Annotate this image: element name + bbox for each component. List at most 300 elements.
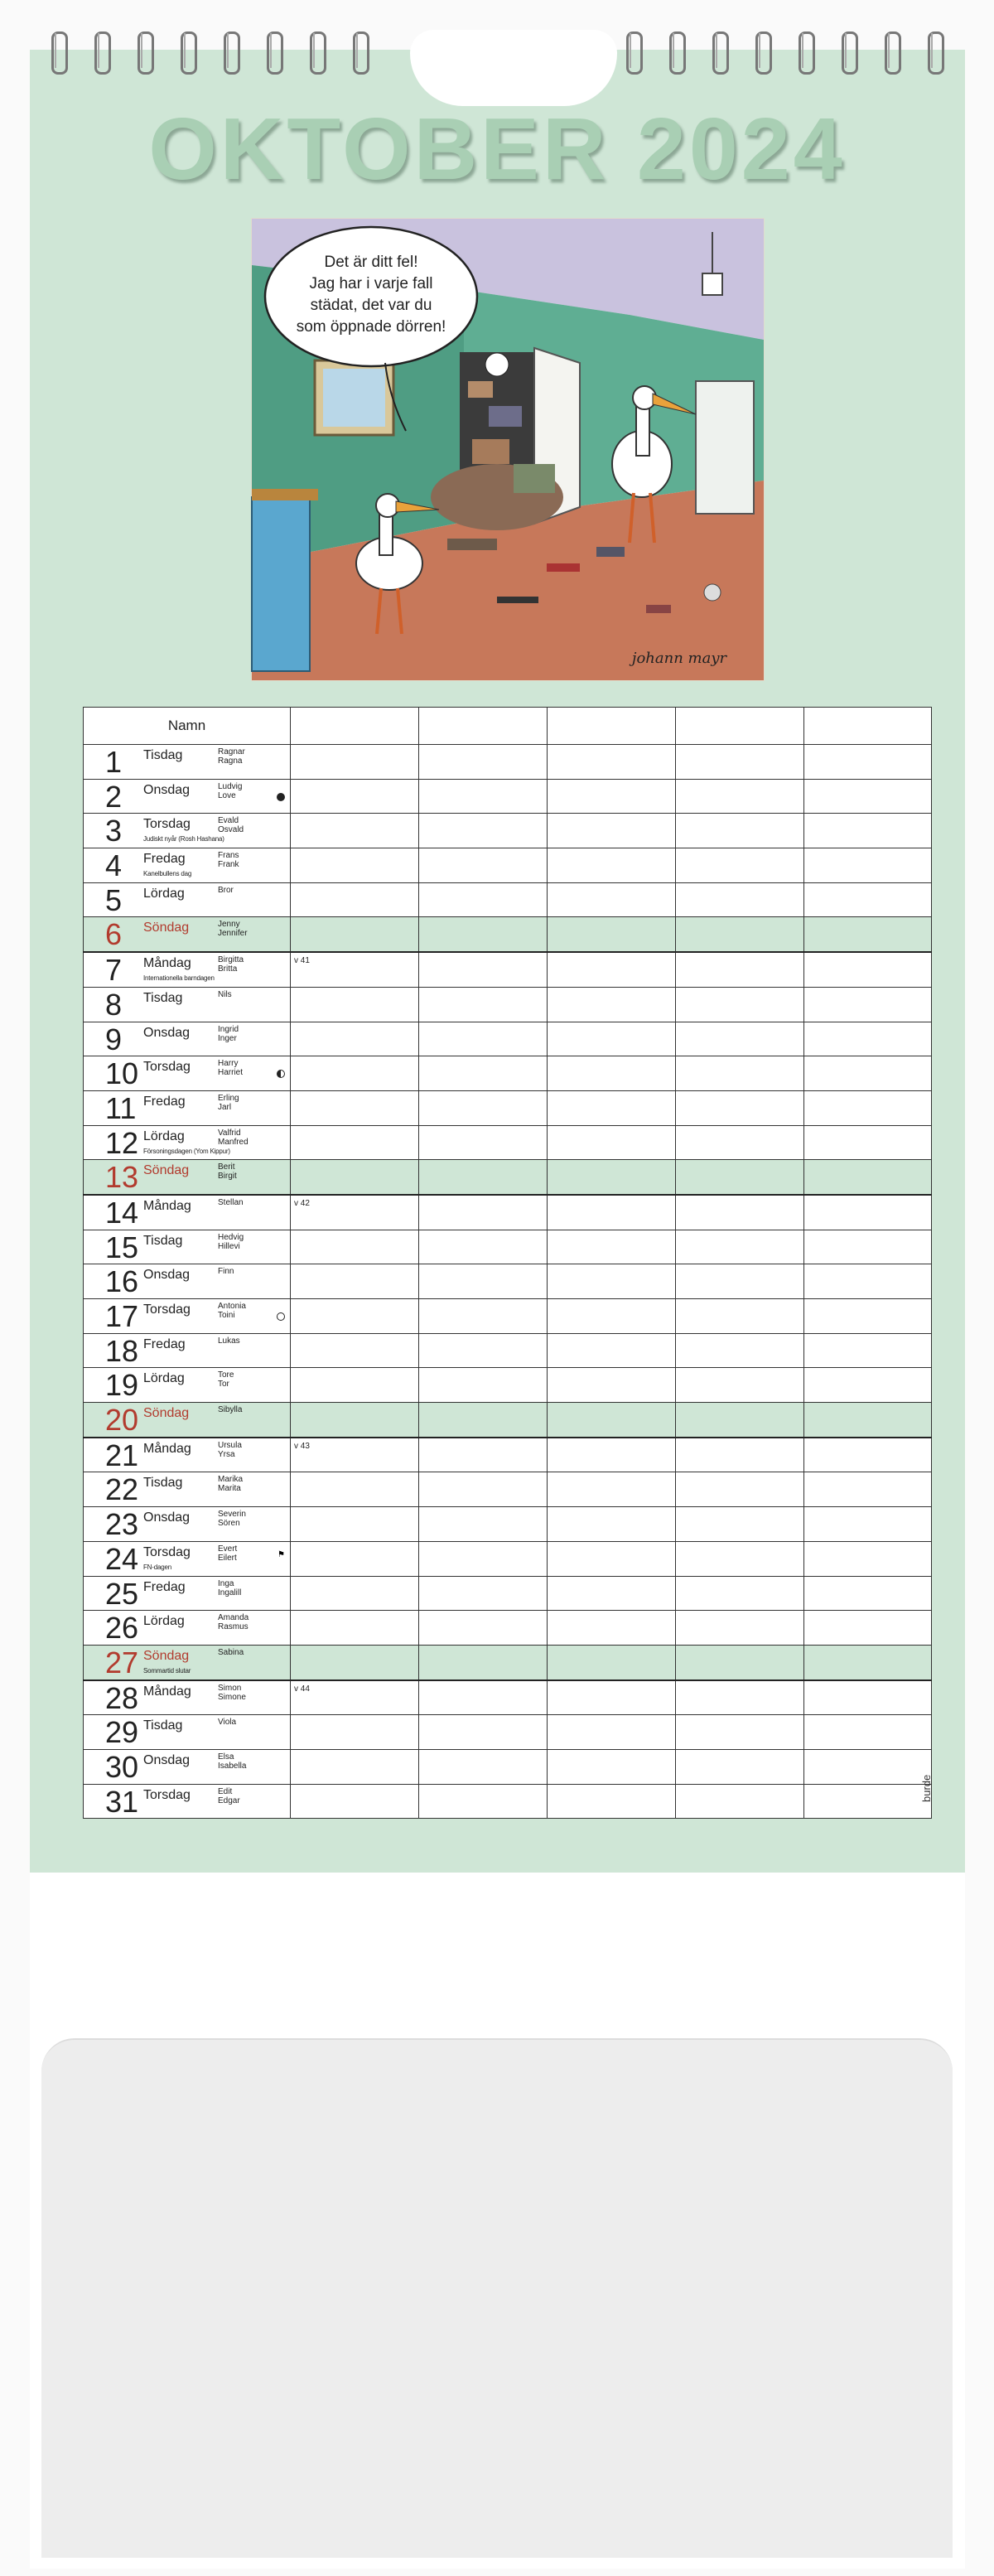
weekday-label: Torsdag [143,1787,191,1802]
name-day: Eilert [218,1553,237,1563]
day-label-cell [84,1472,291,1507]
picture-sky [323,369,385,427]
spiral-ring [794,31,816,73]
entry-cell[interactable] [548,1368,676,1403]
weekday-label: Fredag [143,1336,186,1351]
day-row [84,1472,932,1507]
entry-cell[interactable] [548,1438,676,1472]
day-label-cell [84,1680,291,1715]
day-number: 21 [105,1438,139,1472]
entry-cell[interactable] [804,1507,932,1542]
entry-cell[interactable] [419,1507,548,1542]
name-day-list [218,816,244,834]
name-column-5[interactable] [804,708,932,745]
day-number: 10 [105,1056,139,1091]
entry-cell[interactable] [419,1784,548,1819]
spiral-ring [708,31,730,73]
entry-cell[interactable] [804,779,932,814]
entry-cell[interactable] [676,1264,804,1299]
entry-cell[interactable] [419,1715,548,1750]
entry-cell[interactable] [419,1680,548,1715]
name-day: Jennifer [218,929,248,939]
entry-cell[interactable] [419,1022,548,1056]
entry-cell[interactable] [419,1749,548,1784]
entry-cell[interactable] [291,1333,419,1368]
entry-cell[interactable] [804,1611,932,1646]
weekday-label: Tisdag [143,990,183,1005]
name-column-4[interactable] [676,708,804,745]
name-day-list [218,1684,246,1702]
entry-cell[interactable] [291,1125,419,1160]
entry-cell[interactable] [676,1022,804,1056]
day-label-cell [84,1645,291,1679]
day-number: 30 [105,1749,139,1784]
entry-cell[interactable] [676,1715,804,1750]
entry-cell[interactable] [291,1022,419,1056]
name-day: Frans [218,851,239,861]
entry-cell[interactable] [548,1576,676,1611]
entry-cell[interactable] [419,1195,548,1230]
brand-label: burde [920,1774,933,1802]
name-day-list [218,747,245,766]
entry-cell[interactable] [804,952,932,987]
weekday-label: Torsdag [143,1302,191,1317]
day-label-cell [84,1125,291,1160]
day-row [84,1784,932,1819]
day-number: 28 [105,1680,139,1715]
entry-cell[interactable] [419,1403,548,1438]
entry-cell[interactable] [419,745,548,780]
day-row [84,1576,932,1611]
flag-day-icon: ⚑ [277,1549,285,1559]
entry-cell[interactable] [804,917,932,952]
entry-cell[interactable] [676,1368,804,1403]
entry-cell[interactable] [804,1299,932,1334]
entry-cell[interactable] [548,1472,676,1507]
entry-cell[interactable] [419,1576,548,1611]
entry-cell[interactable] [419,1090,548,1125]
entry-cell[interactable] [676,1645,804,1679]
name-day: Nils [218,989,232,999]
day-row [84,917,932,952]
entry-cell[interactable] [419,1645,548,1679]
entry-cell[interactable] [291,1299,419,1334]
weekday-label: Söndag [143,921,190,935]
entry-cell[interactable] [804,1195,932,1230]
entry-cell[interactable] [804,1715,932,1750]
name-day: Harriet [218,1068,244,1078]
entry-cell[interactable] [419,1333,548,1368]
entry-cell[interactable] [548,1403,676,1438]
weekday-label: Tisdag [143,1718,183,1733]
day-row [84,1022,932,1056]
entry-cell[interactable] [291,987,419,1022]
speech-line-2: Jag har i varje fall [309,275,433,292]
name-day: Evert [218,1544,238,1554]
weekday-label: Lördag [143,1371,185,1386]
entry-cell[interactable] [804,1784,932,1819]
entry-cell[interactable] [676,1125,804,1160]
weekday-label: Måndag [143,956,191,971]
entry-cell[interactable] [676,1472,804,1507]
name-day: Inger [218,1033,237,1043]
weekday-label: Lördag [143,1614,185,1629]
spiral-ring [665,31,687,73]
week-number: v 42 [294,1198,310,1208]
day-row [84,1749,932,1784]
entry-cell[interactable] [804,1576,932,1611]
day-number: 27 [105,1645,139,1679]
entry-cell[interactable] [291,1749,419,1784]
speech-line-3: städat, det var du [310,297,432,314]
entry-cell[interactable] [676,882,804,917]
entry-cell[interactable] [291,1507,419,1542]
entry-cell[interactable] [804,1056,932,1091]
entry-cell[interactable] [804,1333,932,1368]
day-number: 26 [105,1611,139,1646]
day-row [84,1611,932,1646]
name-day-list [218,1405,242,1414]
entry-cell[interactable] [291,1576,419,1611]
entry-cell[interactable] [548,745,676,780]
day-label-cell [84,1056,291,1091]
entry-cell[interactable] [548,1264,676,1299]
speech-line-1: Det är ditt fel! [324,254,418,271]
entry-cell[interactable] [676,1438,804,1472]
day-label-cell [84,1749,291,1784]
name-day: Harry [218,1059,239,1069]
name-day: Ingalill [218,1588,242,1597]
name-day-list [218,1094,239,1112]
spiral-ring [837,31,859,73]
entry-cell[interactable] [291,1230,419,1264]
name-day-list [218,1718,236,1727]
entry-cell[interactable] [804,882,932,917]
day-number: 9 [105,1022,123,1056]
spiral-ring [349,31,370,73]
entry-cell[interactable] [548,1022,676,1056]
day-row [84,1715,932,1750]
entry-cell[interactable] [291,1195,419,1230]
entry-cell[interactable] [548,1715,676,1750]
entry-cell[interactable] [419,1438,548,1472]
entry-cell[interactable] [676,917,804,952]
speech-line-4: som öppnade dörren! [296,318,446,336]
entry-cell[interactable] [676,1541,804,1576]
entry-cell[interactable] [291,952,419,987]
entry-cell[interactable] [804,814,932,848]
entry-cell[interactable] [548,1541,676,1576]
day-label-cell [84,1541,291,1576]
entry-cell[interactable] [676,1749,804,1784]
entry-cell[interactable] [676,1333,804,1368]
day-number: 13 [105,1160,139,1195]
weekday-label: Torsdag [143,817,191,832]
weekday-label: Onsdag [143,1752,191,1767]
name-day: Erling [218,1093,239,1103]
entry-cell[interactable] [548,1611,676,1646]
entry-cell[interactable] [291,1368,419,1403]
entry-cell[interactable] [291,1056,419,1091]
entry-cell[interactable] [676,1784,804,1819]
entry-cell[interactable] [804,987,932,1022]
name-day: Sören [218,1519,240,1529]
month-title: OKTOBER 2024 [148,100,846,198]
day-row [84,1230,932,1264]
name-day-list [218,1129,248,1147]
entry-cell[interactable] [291,1438,419,1472]
entry-cell[interactable] [676,814,804,848]
name-day-list [218,1648,244,1657]
weekday-label: Måndag [143,1441,191,1456]
entry-cell[interactable] [419,917,548,952]
entry-cell[interactable] [548,1195,676,1230]
entry-cell[interactable] [548,779,676,814]
entry-cell[interactable] [548,1680,676,1715]
entry-cell[interactable] [676,1576,804,1611]
day-row [84,814,932,848]
day-row [84,1333,932,1368]
name-day: Birgit [218,1172,237,1182]
spiral-ring [306,31,327,73]
name-day: Jenny [218,920,240,930]
entry-cell[interactable] [548,1160,676,1195]
day-label-cell [84,1299,291,1334]
entry-cell[interactable] [419,848,548,883]
entry-cell[interactable] [676,987,804,1022]
day-number: 20 [105,1403,139,1438]
entry-cell[interactable] [676,848,804,883]
entry-cell[interactable] [548,814,676,848]
name-day: Valfrid [218,1128,241,1138]
name-day: Tore [218,1370,234,1380]
name-day: Berit [218,1162,235,1172]
cartoon-illustration [248,215,767,684]
entry-cell[interactable] [804,1264,932,1299]
entry-cell[interactable] [419,1299,548,1334]
entry-cell[interactable] [676,1299,804,1334]
name-column-2[interactable] [419,708,548,745]
entry-cell[interactable] [419,1368,548,1403]
week-number: v 41 [294,956,310,966]
entry-cell[interactable] [419,882,548,917]
name-day-list [218,1233,244,1251]
entry-cell[interactable] [291,1645,419,1679]
name-day-list [218,1162,237,1181]
name-day: Isabella [218,1761,247,1771]
entry-cell[interactable] [804,1022,932,1056]
entry-cell[interactable] [548,987,676,1022]
name-column-3[interactable] [548,708,676,745]
entry-cell[interactable] [548,848,676,883]
entry-cell[interactable] [548,1125,676,1160]
entry-cell[interactable] [548,1299,676,1334]
entry-cell[interactable] [419,1472,548,1507]
entry-cell[interactable] [291,1611,419,1646]
day-row [84,1090,932,1125]
weekday-label: Fredag [143,1579,186,1594]
entry-cell[interactable] [419,1125,548,1160]
entry-cell[interactable] [676,952,804,987]
entry-cell[interactable] [291,1680,419,1715]
day-row [84,1645,932,1679]
entry-cell[interactable] [548,952,676,987]
day-number: 11 [105,1090,137,1125]
entry-cell[interactable] [548,917,676,952]
entry-cell[interactable] [548,1784,676,1819]
day-label-cell [84,745,291,780]
weekday-label: Lördag [143,1129,185,1143]
name-day-list [218,1336,240,1346]
entry-cell[interactable] [804,1230,932,1264]
entry-cell[interactable] [419,1611,548,1646]
entry-cell[interactable] [291,814,419,848]
weekday-label: Onsdag [143,1510,191,1525]
entry-cell[interactable] [419,1230,548,1264]
day-number: 15 [105,1230,139,1264]
entry-cell[interactable] [804,1403,932,1438]
name-day: Birgitta [218,955,244,965]
weekday-label: Torsdag [143,1060,191,1075]
entry-cell[interactable] [548,1090,676,1125]
entry-cell[interactable] [676,1230,804,1264]
weekday-label: Måndag [143,1684,191,1699]
day-number: 25 [105,1576,139,1611]
name-header: Namn [84,708,291,745]
day-number: 17 [105,1299,139,1333]
entry-cell[interactable] [291,1264,419,1299]
entry-cell[interactable] [676,1056,804,1091]
holiday-note: Kanelbullens dag [143,870,192,878]
day-number: 5 [105,882,123,917]
entry-cell[interactable] [676,1195,804,1230]
entry-cell[interactable] [804,745,932,780]
entry-cell[interactable] [291,1472,419,1507]
spiral-ring [622,31,644,73]
name-day: Simone [218,1692,246,1702]
blue-cabinet [252,497,310,671]
name-day: Inga [218,1578,234,1588]
name-day-list [218,1579,241,1597]
day-number: 4 [105,848,123,883]
weekday-label: Onsdag [143,782,191,797]
day-rows [84,745,932,1819]
entry-cell[interactable] [548,1645,676,1679]
name-column-1[interactable] [291,708,419,745]
name-day: Britta [218,964,238,974]
entry-cell[interactable] [804,848,932,883]
entry-cell[interactable] [676,779,804,814]
day-label-cell [84,952,291,987]
week-number: v 43 [294,1441,310,1451]
entry-cell[interactable] [291,745,419,780]
entry-cell[interactable] [291,917,419,952]
entry-cell[interactable] [804,1680,932,1715]
entry-cell[interactable] [291,1090,419,1125]
weekday-label: Onsdag [143,1268,191,1283]
day-label-cell [84,848,291,883]
entry-cell[interactable] [676,1403,804,1438]
entry-cell[interactable] [548,1507,676,1542]
spiral-ring [751,31,773,73]
name-day: Ingrid [218,1024,239,1034]
entry-cell[interactable] [419,1541,548,1576]
entry-cell[interactable] [804,1368,932,1403]
entry-cell[interactable] [804,1160,932,1195]
entry-cell[interactable] [548,1333,676,1368]
entry-cell[interactable] [548,1230,676,1264]
weekday-label: Söndag [143,1163,190,1178]
day-label-cell [84,1715,291,1750]
entry-cell[interactable] [419,952,548,987]
day-row [84,882,932,917]
day-label-cell [84,814,291,848]
week-number: v 44 [294,1684,310,1694]
day-row [84,848,932,883]
entry-cell[interactable] [291,1784,419,1819]
entry-cell[interactable] [804,1125,932,1160]
entry-cell[interactable] [291,1160,419,1195]
name-day: Amanda [218,1613,249,1623]
entry-cell[interactable] [804,1541,932,1576]
entry-cell[interactable] [419,1264,548,1299]
entry-cell[interactable] [548,1749,676,1784]
entry-cell[interactable] [291,1403,419,1438]
entry-cell[interactable] [676,1680,804,1715]
entry-cell[interactable] [291,1541,419,1576]
spiral-ring [263,31,284,73]
day-label-cell [84,1022,291,1056]
name-day: Evald [218,816,239,826]
name-day-list [218,920,248,938]
entry-cell[interactable] [804,1090,932,1125]
entry-cell[interactable] [291,848,419,883]
entry-cell[interactable] [548,882,676,917]
entry-cell[interactable] [804,1472,932,1507]
entry-cell[interactable] [419,1056,548,1091]
entry-cell[interactable] [291,779,419,814]
entry-cell[interactable] [804,1749,932,1784]
entry-cell[interactable] [676,1611,804,1646]
entry-cell[interactable] [804,1645,932,1679]
entry-cell[interactable] [419,779,548,814]
name-day: Finn [218,1267,234,1277]
entry-cell[interactable] [419,987,548,1022]
entry-cell[interactable] [804,1438,932,1472]
entry-cell[interactable] [676,1090,804,1125]
entry-cell[interactable] [676,1160,804,1195]
day-number: 6 [105,917,123,952]
day-label-cell [84,1264,291,1299]
entry-cell[interactable] [419,814,548,848]
entry-cell[interactable] [291,1715,419,1750]
entry-cell[interactable] [676,1507,804,1542]
entry-cell[interactable] [548,1056,676,1091]
day-label-cell [84,1195,291,1230]
day-label-cell [84,1160,291,1195]
day-number: 29 [105,1715,139,1750]
day-row [84,1195,932,1230]
name-day: Hedvig [218,1232,244,1242]
entry-cell[interactable] [291,882,419,917]
card-pocket [41,2038,953,2558]
name-day-list [218,1613,248,1631]
day-number: 3 [105,814,123,848]
name-day: Edit [218,1786,233,1796]
weekday-label: Fredag [143,852,186,867]
entry-cell[interactable] [676,745,804,780]
entry-cell[interactable] [419,1160,548,1195]
